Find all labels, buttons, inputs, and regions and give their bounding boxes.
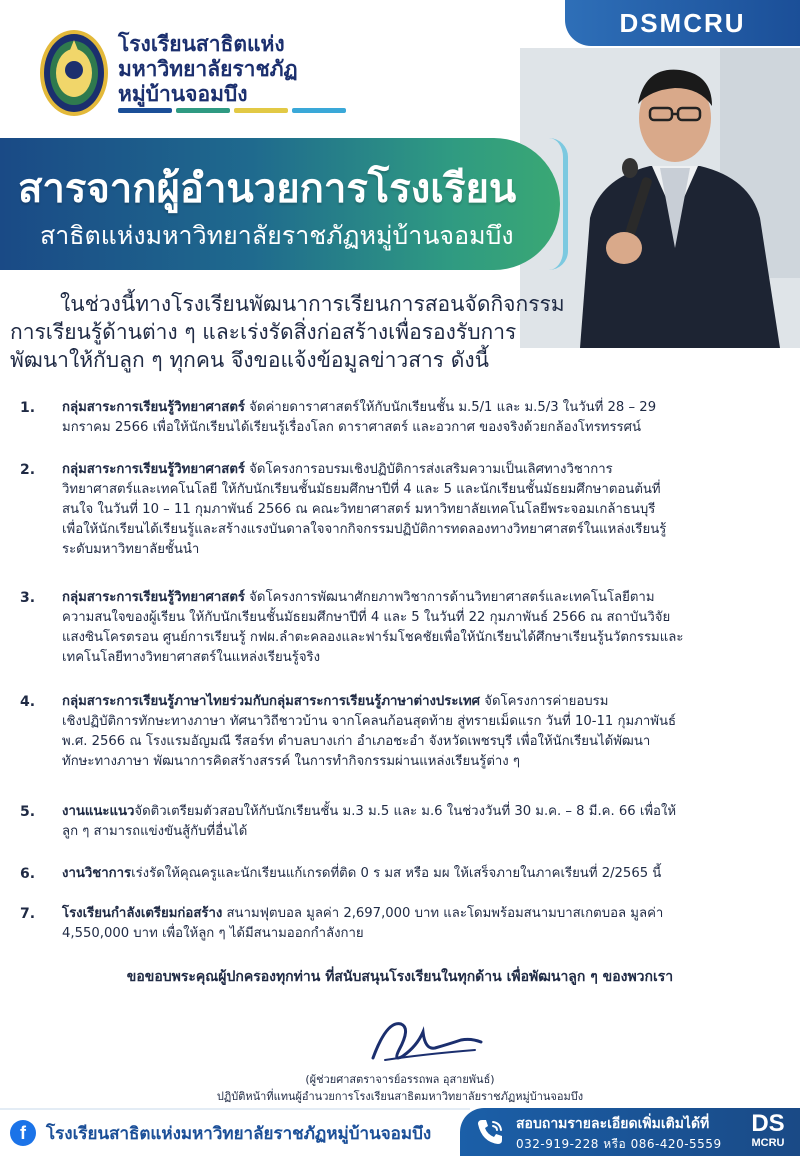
school-name-line-2: มหาวิทยาลัยราชภัฏ: [118, 57, 298, 81]
signer-name: (ผู้ช่วยศาสตราจารย์อรรถพล อุสายพันธ์): [305, 1073, 495, 1086]
item-line: พ.ศ. 2566 ณ โรงแรมอัญมณี รีสอร์ท ตำบลบางเก่า อำเภอชะอำ จังหวัดเพชรบุรี เพื่อให้นักเรียนได้พัฒนา: [62, 734, 651, 749]
item-body: [62, 588, 785, 668]
item-text: จัดค่ายดาราศาสตร์ให้กับนักเรียนชั้น ม.5/1 และ ม.5/3 ในวันที่ 28 – 29: [244, 400, 657, 415]
item-line: [62, 864, 785, 884]
facebook-page-link[interactable]: [0, 1108, 470, 1156]
school-seal-icon: [38, 28, 110, 118]
item-text: สนามฟุตบอล มูลค่า 2,697,000 บาท และโดมพร้อมสนามบาสเกตบอล มูลค่า: [222, 906, 664, 921]
contact-label: สอบถามรายละเอียดเพิ่มเติมได้ที่: [516, 1116, 710, 1132]
header: [0, 0, 800, 290]
color-bar-1: [118, 108, 172, 113]
item-body: [62, 692, 785, 772]
item-text: จัดโครงการค่ายอบรม: [480, 694, 609, 709]
item-line: [62, 398, 785, 418]
item-text: เร่งรัดให้คุณครูและนักเรียนแก้เกรดที่ติด 0 ร มส หรือ มผ ให้เสร็จภายในภาคเรียนที่ 2/2565 นี้: [131, 866, 662, 881]
item-number: 3.: [20, 590, 36, 606]
item-body: [62, 802, 785, 842]
title-banner: [0, 138, 560, 270]
item-line: ทักษะทางภาษา พัฒนาการคิดสร้างสรรค์ ในการทำกิจกรรมผ่านแหล่งเรียนรู้ต่าง ๆ: [62, 754, 521, 769]
item-body: [62, 460, 785, 560]
item-body: [62, 864, 785, 884]
signer-role: ปฏิบัติหน้าที่แทนผู้อำนวยการโรงเรียนสาธิตมหาวิทยาลัยราชภัฏหมู่บ้านจอมบึง: [216, 1090, 584, 1103]
school-name-line-1: โรงเรียนสาธิตแห่ง: [118, 32, 285, 56]
item-heading: งานวิชาการ: [62, 866, 132, 881]
intro-line-3: พัฒนาให้กับลูก ๆ ทุกคน จึงขอแจ้งข้อมูลข่าวสาร ดังนี้: [10, 348, 490, 372]
item-heading: โรงเรียนกำลังเตรียมก่อสร้าง: [62, 906, 223, 921]
item-number: 6.: [20, 866, 36, 882]
item-heading: กลุ่มสาระการเรียนรู้วิทยาศาสตร์: [62, 590, 245, 605]
item-line: [62, 588, 785, 608]
intro-paragraph: [10, 290, 590, 374]
item-heading: กลุ่มสาระการเรียนรู้วิทยาศาสตร์: [62, 462, 245, 477]
item-line: [62, 802, 785, 822]
contact-box: [460, 1108, 800, 1156]
item-body: [62, 398, 785, 438]
ds-logo-top: DS: [751, 1110, 785, 1137]
intro-line-1: ในช่วงนี้ทางโรงเรียนพัฒนาการเรียนการสอนจัดกิจกรรม: [60, 292, 565, 316]
item-text: จัดโครงการพัฒนาศักยภาพวิชาการด้านวิทยาศาสตร์และเทคโนโลยีตาม: [244, 590, 655, 605]
facebook-icon: f: [10, 1120, 36, 1146]
banner-subtitle: สาธิตแห่งมหาวิทยาลัยราชภัฏหมู่บ้านจอมบึง: [40, 221, 514, 250]
item-text: จัดติวเตรียมตัวสอบให้กับนักเรียนชั้น ม.3 ม.5 และ ม.6 ในช่วงวันที่ 30 ม.ค. – 8 มี.ค. 66 เพื่อให้: [134, 804, 677, 819]
contact-phones: 032-919-228 หรือ 086-420-5559: [516, 1137, 722, 1151]
facebook-page-name: โรงเรียนสาธิตแห่งมหาวิทยาลัยราชภัฏหมู่บ้านจอมบึง: [46, 1123, 432, 1144]
brand-tag: [565, 0, 800, 46]
item-number: 1.: [20, 400, 36, 416]
item-line: มกราคม 2566 เพื่อให้นักเรียนได้เรียนรู้เรื่องโลก ดาราศาสตร์ และอวกาศ ของจริงด้วยกล้องโทรทรรศน์: [62, 420, 642, 435]
ds-logo-bottom: MCRU: [751, 1137, 785, 1149]
item-number: 7.: [20, 906, 36, 922]
brand-tag-text: DSMCRU: [619, 7, 746, 38]
item-line: 4,550,000 บาท เพื่อให้ลูก ๆ ได้มีสนามออกกำลังกาย: [62, 926, 364, 941]
item-text: จัดโครงการอบรมเชิงปฏิบัติการส่งเสริมความเป็นเลิศทางวิชาการ: [244, 462, 613, 477]
intro-line-2: การเรียนรู้ด้านต่าง ๆ และเร่งรัดสิ่งก่อสร้างเพื่อรองรับการ: [10, 320, 517, 344]
item-line: ความสนใจของผู้เรียน ให้กับนักเรียนชั้นมัธยมศึกษาปีที่ 4 และ 5 ในวันที่ 22 กุมภาพันธ์ 2566 ณ สถาบันวิจัย: [62, 610, 671, 625]
item-line: [62, 692, 785, 712]
item-line: ระดับมหาวิทยาลัยชั้นนำ: [62, 542, 200, 557]
color-bar-3: [234, 108, 288, 113]
item-line: วิทยาศาสตร์และเทคโนโลยี ให้กับนักเรียนชั้นมัธยมศึกษาปีที่ 4 และ 5 และนักเรียนชั้นมัธยมศึกษาตอนต้นที่: [62, 482, 661, 497]
item-line: เทคโนโลยีทางวิทยาศาสตร์ในแหล่งเรียนรู้จริง: [62, 650, 321, 665]
item-line: เพื่อให้นักเรียนได้เรียนรู้และสร้างแรงบันดาลใจจากกิจกรรมปฏิบัติการทดลองทางวิทยาศาสตร์ในแหล่งเรียนรู้: [62, 522, 667, 537]
ds-logo: [744, 1112, 792, 1150]
phone-icon: [474, 1116, 506, 1148]
item-heading: งานแนะแนว: [62, 804, 135, 819]
color-bar-4: [292, 108, 346, 113]
item-line: ลูก ๆ สามารถแข่งขันสู้กับที่อื่นได้: [62, 824, 248, 839]
item-line: เชิงปฏิบัติการทักษะทางภาษา ทัศนาวิถีชาวบ้าน จากโคลนก้อนสุดท้าย สู่ทรายเม็ดแรก วันที่ 10-11 กุมภาพันธ์: [62, 714, 677, 729]
item-line: สนใจ ในวันที่ 10 – 11 กุมภาพันธ์ 2566 ณ คณะวิทยาศาสตร์ มหาวิทยาลัยเทคโนโลยีพระจอมเกล้าธนบุรี: [62, 502, 656, 517]
item-heading: กลุ่มสาระการเรียนรู้ภาษาไทยร่วมกับกลุ่มสาระการเรียนรู้ภาษาต่างประเทศ: [62, 694, 481, 709]
item-line: [62, 904, 785, 924]
item-number: 4.: [20, 694, 36, 710]
signature-icon: [365, 1010, 485, 1070]
banner-title: สารจากผู้อำนวยการโรงเรียน: [18, 166, 517, 212]
thanks-message: ขอขอบพระคุณผู้ปกครองทุกท่าน ที่สนับสนุนโรงเรียนในทุกด้าน เพื่อพัฒนาลูก ๆ ของพวกเรา: [126, 969, 674, 985]
school-name-line-3: หมู่บ้านจอมบึง: [118, 82, 248, 106]
school-name: [118, 32, 338, 107]
item-body: [62, 904, 785, 944]
color-bars: [118, 108, 346, 113]
item-number: 2.: [20, 462, 36, 478]
item-line: [62, 460, 785, 480]
color-bar-2: [176, 108, 230, 113]
item-heading: กลุ่มสาระการเรียนรู้วิทยาศาสตร์: [62, 400, 245, 415]
item-number: 5.: [20, 804, 36, 820]
footer: [0, 1108, 800, 1156]
item-line: แสงซินโครตรอน ศูนย์การเรียนรู้ กฟผ.ลำตะคลองและฟาร์มโชคชัยเพื่อให้นักเรียนได้ศึกษาเรียนรู้นวัตกรรมและ: [62, 630, 684, 645]
